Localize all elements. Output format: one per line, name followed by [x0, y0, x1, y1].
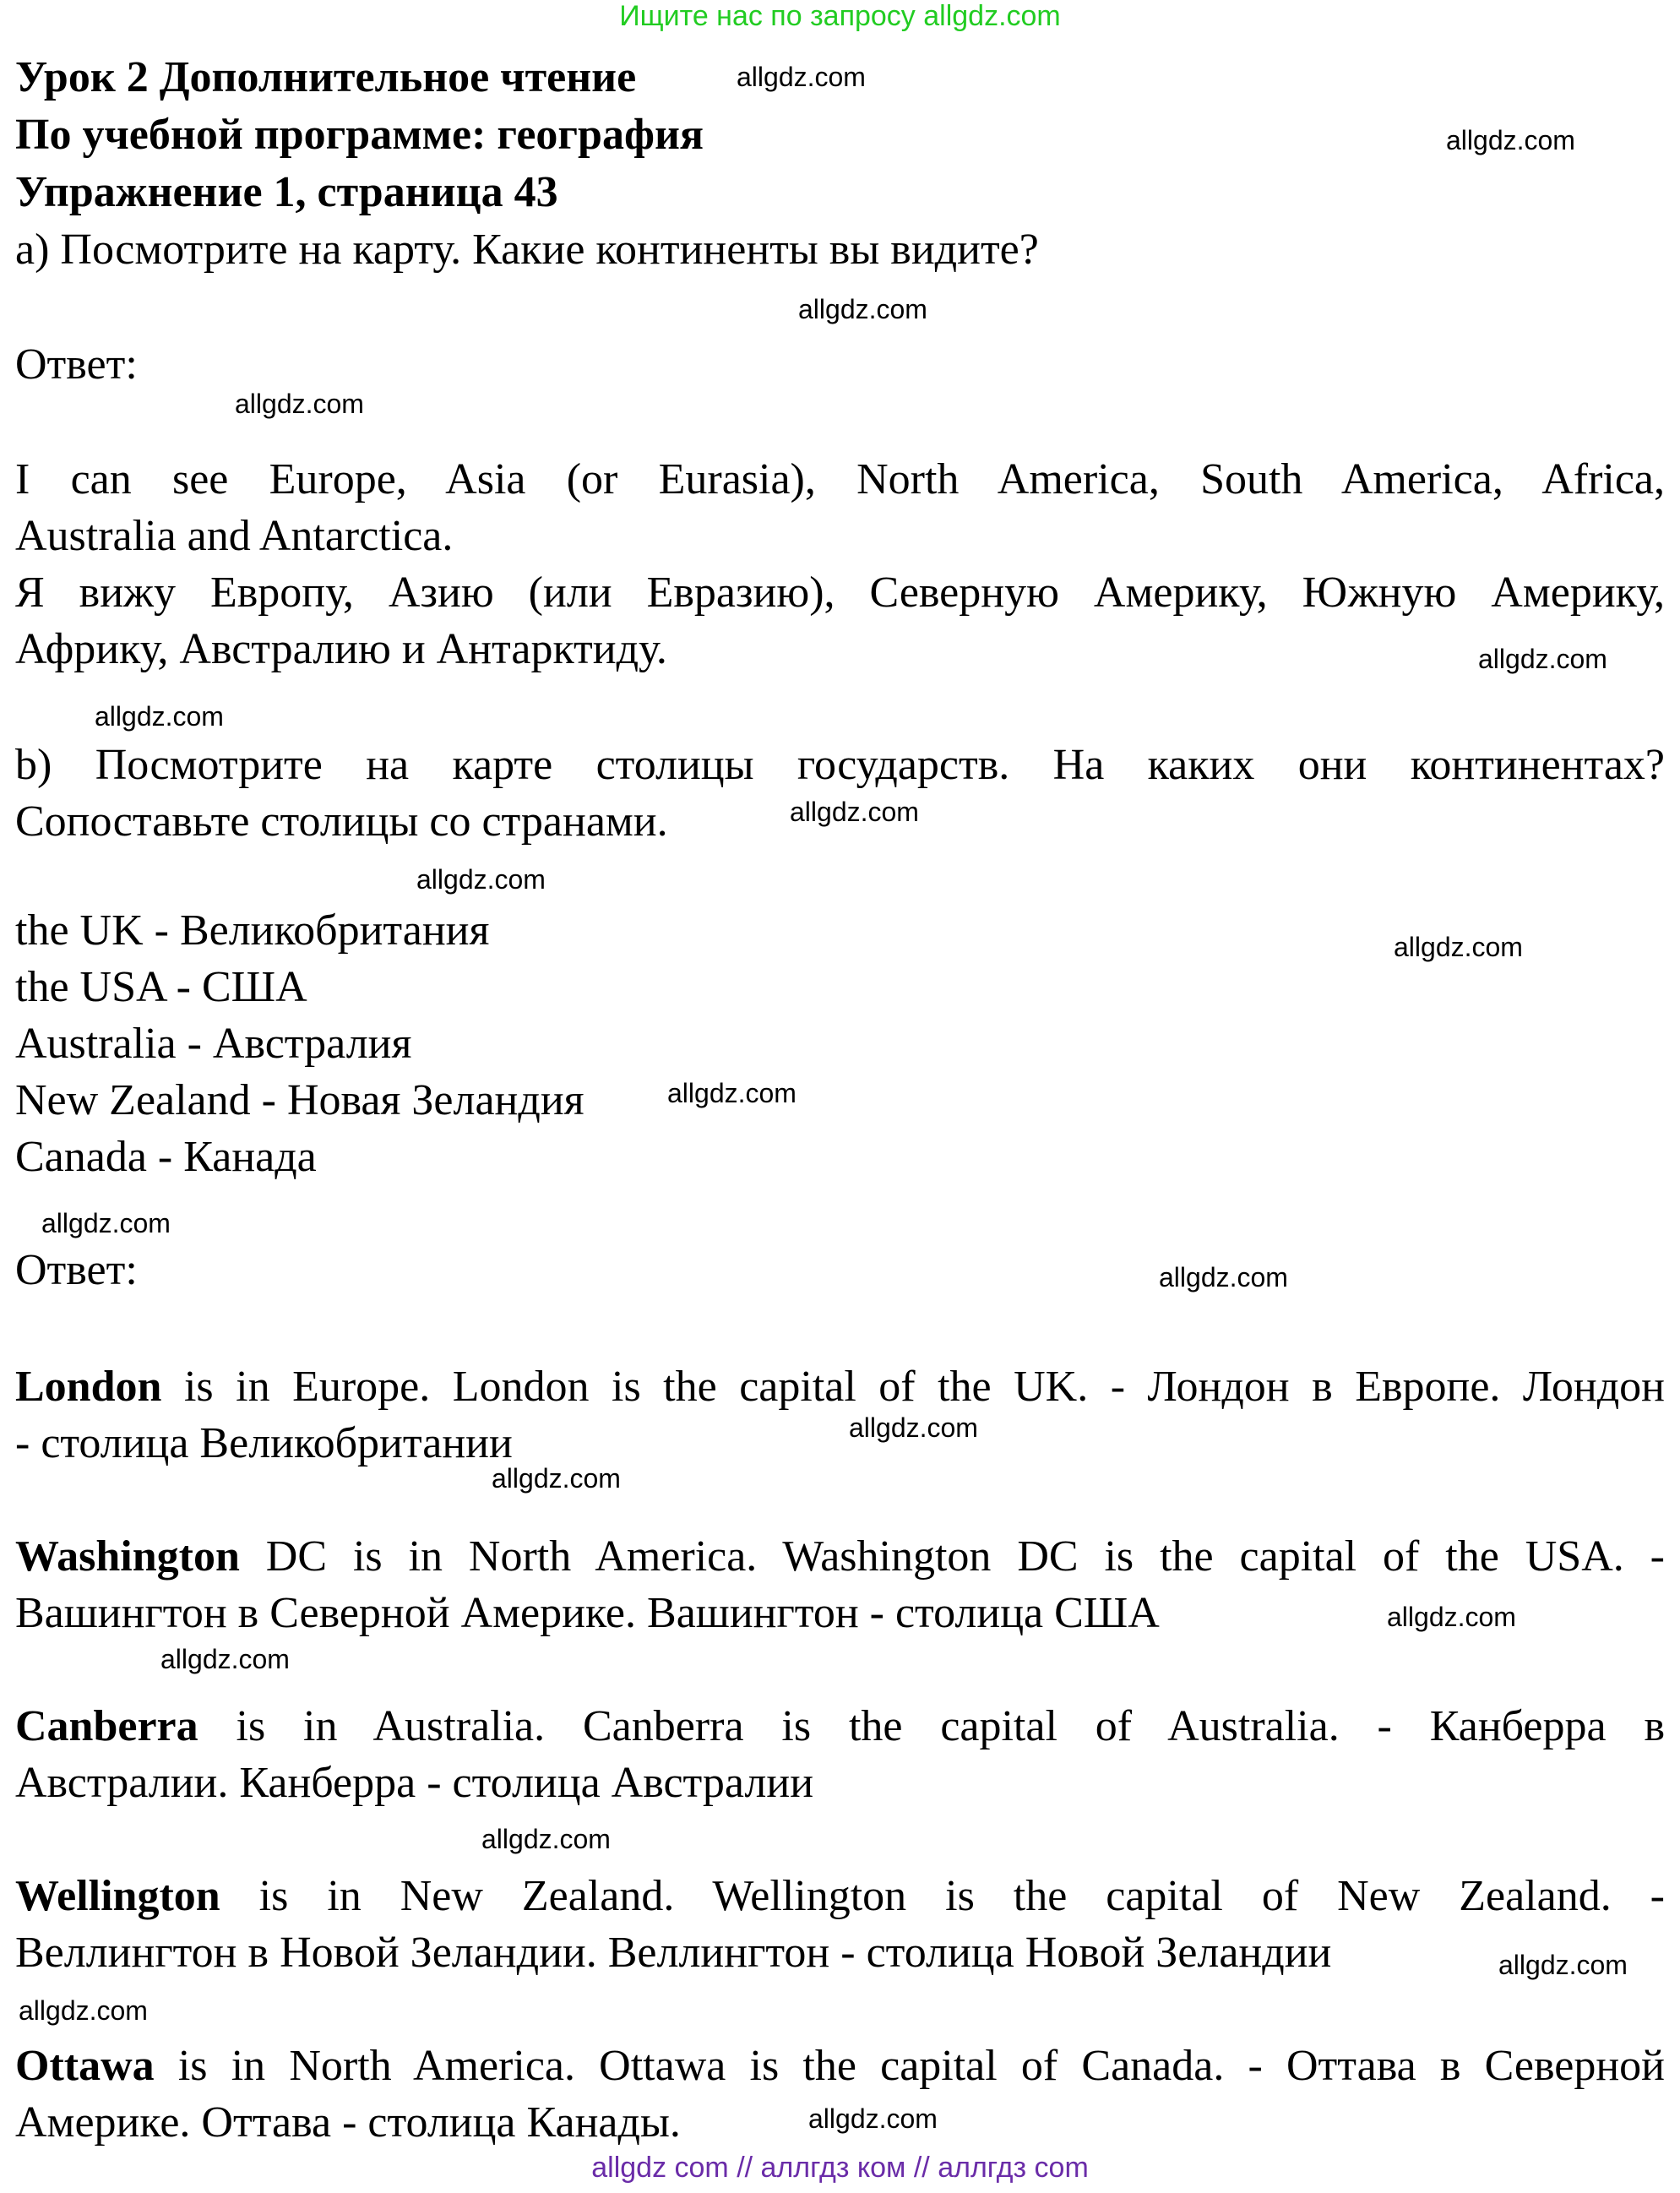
answer-text: is in Europe. London is the capital of the UK. - Лондон в Европе. Лондон: [161, 1363, 1665, 1411]
watermark: allgdz.com: [808, 2103, 938, 2134]
watermark: allgdz.com: [667, 1078, 797, 1108]
watermark: allgdz.com: [492, 1463, 621, 1494]
watermark: allgdz.com: [1498, 1950, 1628, 1980]
watermark: allgdz.com: [95, 701, 224, 732]
watermark: allgdz.com: [19, 1995, 148, 2026]
city-name: Wellington: [15, 1872, 220, 1920]
watermark: allgdz.com: [1394, 932, 1523, 962]
watermark: allgdz.com: [849, 1412, 978, 1443]
exercise-title: Упражнение 1, страница 43: [15, 168, 558, 216]
task-b-answer-label: Ответ:: [15, 1246, 138, 1294]
watermark: allgdz.com: [1387, 1602, 1516, 1632]
task-b-question: [15, 737, 1665, 850]
task-a-question: a) Посмотрите на карту. Какие континенты вы видите?: [15, 226, 1039, 274]
country-item: the USA - США: [15, 963, 307, 1011]
country-item: Canada - Канада: [15, 1133, 317, 1181]
answer-text: is in New Zealand. Wellington is the capital of New Zealand. -: [220, 1872, 1665, 1920]
answer-ru-line: Я вижу Европу, Азию (или Евразию), Северную Америку, Южную Америку,: [15, 569, 1665, 617]
answer-ru-line: Африку, Австралию и Антарктиду.: [15, 625, 667, 673]
answer-en-line: Australia and Antarctica.: [15, 512, 454, 560]
watermark: allgdz.com: [737, 62, 866, 92]
city-name: Washington: [15, 1532, 240, 1581]
watermark: allgdz.com: [41, 1208, 171, 1238]
task-b-question-line: b) Посмотрите на карте столицы государств. На каких они континентах?: [15, 741, 1665, 789]
task-a-answer-label: Ответ:: [15, 340, 138, 389]
answer-text: Веллингтон в Новой Зеландии. Веллингтон - столица Новой Зеландии: [15, 1929, 1332, 1977]
program-title: По учебной программе: география: [15, 111, 704, 159]
lesson-title: Урок 2 Дополнительное чтение: [15, 53, 637, 101]
city-name: London: [15, 1363, 162, 1411]
country-item: the UK - Великобритания: [15, 906, 490, 955]
answer-text: DC is in North America. Washington DC is the capital of the USA. -: [239, 1532, 1665, 1581]
watermark: allgdz.com: [1478, 644, 1607, 674]
answer-text: - столица Великобритании: [15, 1419, 513, 1467]
answer-text: is in Australia. Canberra is the capital of Australia. - Канберра в: [198, 1702, 1665, 1750]
country-item: Australia - Австралия: [15, 1020, 412, 1068]
watermark: allgdz.com: [481, 1824, 611, 1854]
task-b-question-line: Сопоставьте столицы со странами.: [15, 797, 668, 846]
city-name: Canberra: [15, 1702, 198, 1750]
watermark: allgdz.com: [798, 294, 927, 324]
answer-text: Вашингтон в Северной Америке. Вашингтон - столица США: [15, 1589, 1160, 1637]
answer-text: Америке. Оттава - столица Канады.: [15, 2098, 681, 2147]
answer-text: Австралии. Канберра - столица Австралии: [15, 1759, 814, 1807]
answer-wellington: [15, 1868, 1665, 1981]
answer-text: is in North America. Ottawa is the capital of Canada. - Оттава в Северной: [154, 2042, 1665, 2090]
bottom-banner[interactable]: allgdz com // аллгдз ком // аллгдз com: [591, 2152, 1089, 2184]
answer-canberra: [15, 1698, 1665, 1811]
watermark: allgdz.com: [1159, 1262, 1288, 1292]
task-a-answer-en: [15, 451, 1665, 564]
task-a-answer-ru: [15, 564, 1665, 677]
top-banner[interactable]: Ищите нас по запросу allgdz.com: [619, 0, 1061, 32]
watermark: allgdz.com: [416, 864, 546, 895]
watermark: allgdz.com: [235, 389, 364, 419]
country-item: New Zealand - Новая Зеландия: [15, 1076, 584, 1124]
watermark: allgdz.com: [790, 797, 919, 827]
city-name: Ottawa: [15, 2042, 155, 2090]
answer-london: [15, 1358, 1665, 1472]
watermark: allgdz.com: [1446, 125, 1575, 155]
answer-en-line: I can see Europe, Asia (or Eurasia), North America, South America, Africa,: [15, 455, 1665, 503]
watermark: allgdz.com: [160, 1644, 290, 1674]
